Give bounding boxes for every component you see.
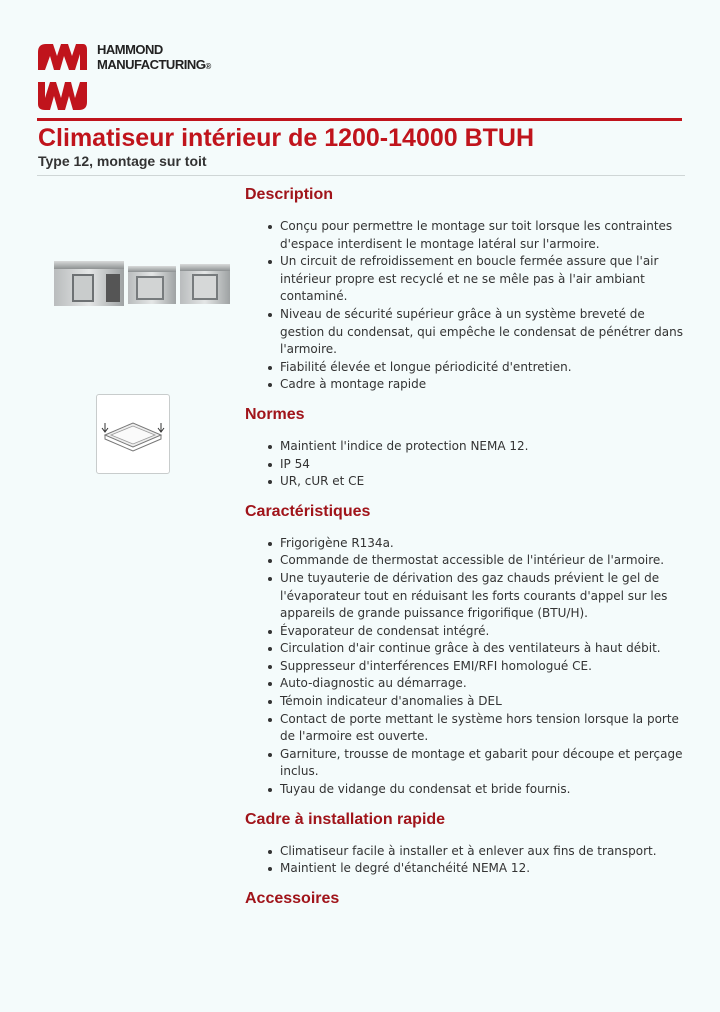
list-item: Garniture, trousse de montage et gabarit pour découpe et perçage inclus. [280, 746, 690, 781]
section-heading-cadre: Cadre à installation rapide [245, 810, 446, 828]
page-title: Climatiseur intérieur de 1200-14000 BTUH [38, 124, 535, 152]
list-item: Niveau de sécurité supérieur grâce à un système breveté de gestion du condensat, qui empêche le condensat de pénétrer dans l'armoire. [280, 306, 690, 359]
list-item: Circulation d'air continue grâce à des ventilateurs à haut débit. [280, 640, 690, 658]
brand-line2: MANUFACTURING [97, 57, 206, 72]
list-item: Une tuyauterie de dérivation des gaz chauds prévient le gel de l'évaporateur tout en réduisant les forts courants d'appel sur les appareils de grande puissance frigorifique (BTU/H). [280, 570, 690, 623]
cadre-list [245, 843, 690, 878]
registered-mark: ® [205, 62, 211, 71]
hammond-wordmark [97, 42, 211, 74]
list-item: IP 54 [280, 456, 690, 474]
list-item: Suppresseur d'interférences EMI/RFI homologué CE. [280, 658, 690, 676]
normes-list [245, 438, 690, 491]
list-item: Cadre à montage rapide [280, 376, 690, 394]
hammond-mark-icon [37, 42, 89, 112]
list-item: Maintient le degré d'étanchéité NEMA 12. [280, 860, 690, 878]
list-item: UR, cUR et CE [280, 473, 690, 491]
hammond-logo [37, 42, 227, 114]
section-heading-normes: Normes [245, 405, 305, 423]
description-list [245, 218, 690, 394]
section-heading-accessoires: Accessoires [245, 889, 340, 907]
list-item: Frigorigène R134a. [280, 535, 690, 553]
list-item: Tuyau de vidange du condensat et bride fournis. [280, 781, 690, 799]
product-photo [52, 258, 232, 308]
section-heading-caracteristiques: Caractéristiques [245, 502, 371, 520]
list-item: Conçu pour permettre le montage sur toit lorsque les contraintes d'espace interdisent le montage latéral sur l'armoire. [280, 218, 690, 253]
list-item: Fiabilité élevée et longue périodicité d'entretien. [280, 359, 690, 377]
subtitle-divider [37, 175, 685, 176]
list-item: Commande de thermostat accessible de l'intérieur de l'armoire. [280, 552, 690, 570]
mounting-frame-icon [97, 395, 169, 473]
list-item: Contact de porte mettant le système hors tension lorsque la porte de l'armoire est ouverte. [280, 711, 690, 746]
list-item: Un circuit de refroidissement en boucle fermée assure que l'air intérieur propre est recyclé et ne se mêle pas à l'air ambiant contaminé. [280, 253, 690, 306]
list-item: Climatiseur facile à installer et à enlever aux fins de transport. [280, 843, 690, 861]
header-divider [37, 118, 682, 121]
section-heading-description: Description [245, 186, 334, 203]
brand-line1: HAMMOND [97, 42, 163, 57]
caracteristiques-list [245, 535, 690, 799]
list-item: Témoin indicateur d'anomalies à DEL [280, 693, 690, 711]
mounting-frame-drawing [96, 394, 170, 474]
list-item: Auto-diagnostic au démarrage. [280, 675, 690, 693]
list-item: Maintient l'indice de protection NEMA 12. [280, 438, 690, 456]
content-column [245, 184, 690, 910]
page-subtitle: Type 12, montage sur toit [38, 153, 207, 169]
list-item: Évaporateur de condensat intégré. [280, 623, 690, 641]
